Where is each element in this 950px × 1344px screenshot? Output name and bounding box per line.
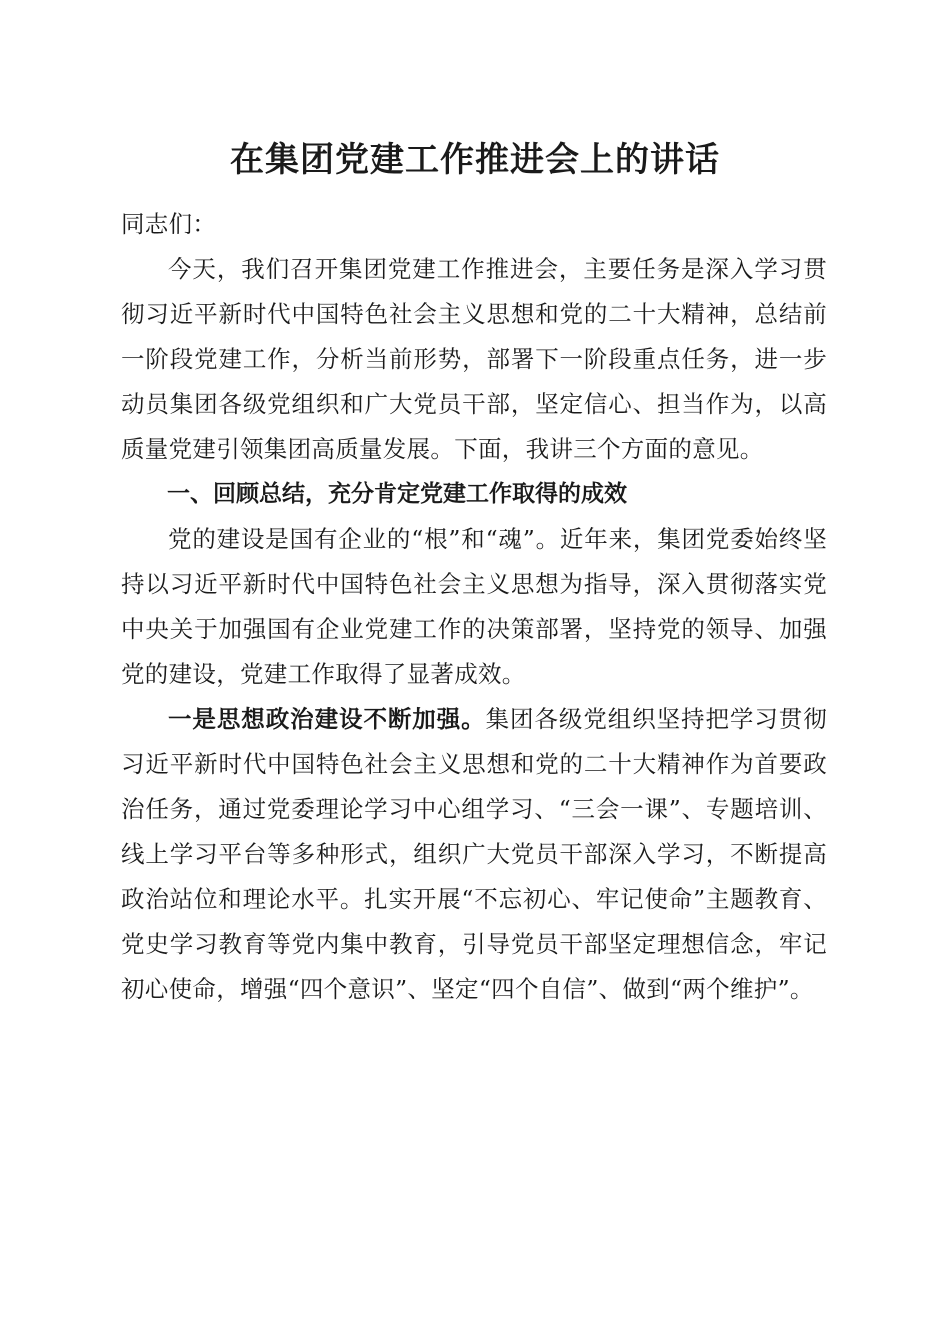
point-1-lead: 一是思想政治建设不断加强。 <box>168 705 486 733</box>
point-1-body: 集团各级党组织坚持把学习贯彻习近平新时代中国特色社会主义思想和党的二十大精神作为首要政治任务，通过党委理论学习中心组学习、“三会一课”、专题培训、线上学习平台等多种形式，组织广大党员干部深入学习，不断提高政治站位和理论水平。扎实开展“不忘初心、牢记使命”主题教育、党史学习教育等党内集中教育，引导党员干部坚定理想信念，牢记初心使命，增强“四个意识”、坚定“四个自信”、做到“两个维护”。 <box>121 705 828 1003</box>
document-title: 在集团党建工作推进会上的讲话 <box>230 140 720 180</box>
document-body <box>121 202 827 1012</box>
section-1-paragraph: 党的建设是国有企业的“根”和“魂”。近年来，集团党委始终坚持以习近平新时代中国特色社会主义思想为指导，深入贯彻落实党中央关于加强国有企业党建工作的决策部署，坚持党的领导、加强党的建设，党建工作取得了显著成效。 <box>121 525 827 688</box>
intro-paragraph: 今天，我们召开集团党建工作推进会，主要任务是深入学习贯彻习近平新时代中国特色社会主义思想和党的二十大精神，总结前一阶段党建工作，分析当前形势，部署下一阶段重点任务，进一步动员集团各级党组织和广大党员干部，坚定信心、担当作为，以高质量党建引领集团高质量发展。下面，我讲三个方面的意见。 <box>121 255 827 463</box>
point-1-paragraph <box>121 697 827 1012</box>
salutation: 同志们： <box>121 210 217 238</box>
section-1-heading: 一、回顾总结，充分肯定党建工作取得的成效 <box>167 481 627 507</box>
